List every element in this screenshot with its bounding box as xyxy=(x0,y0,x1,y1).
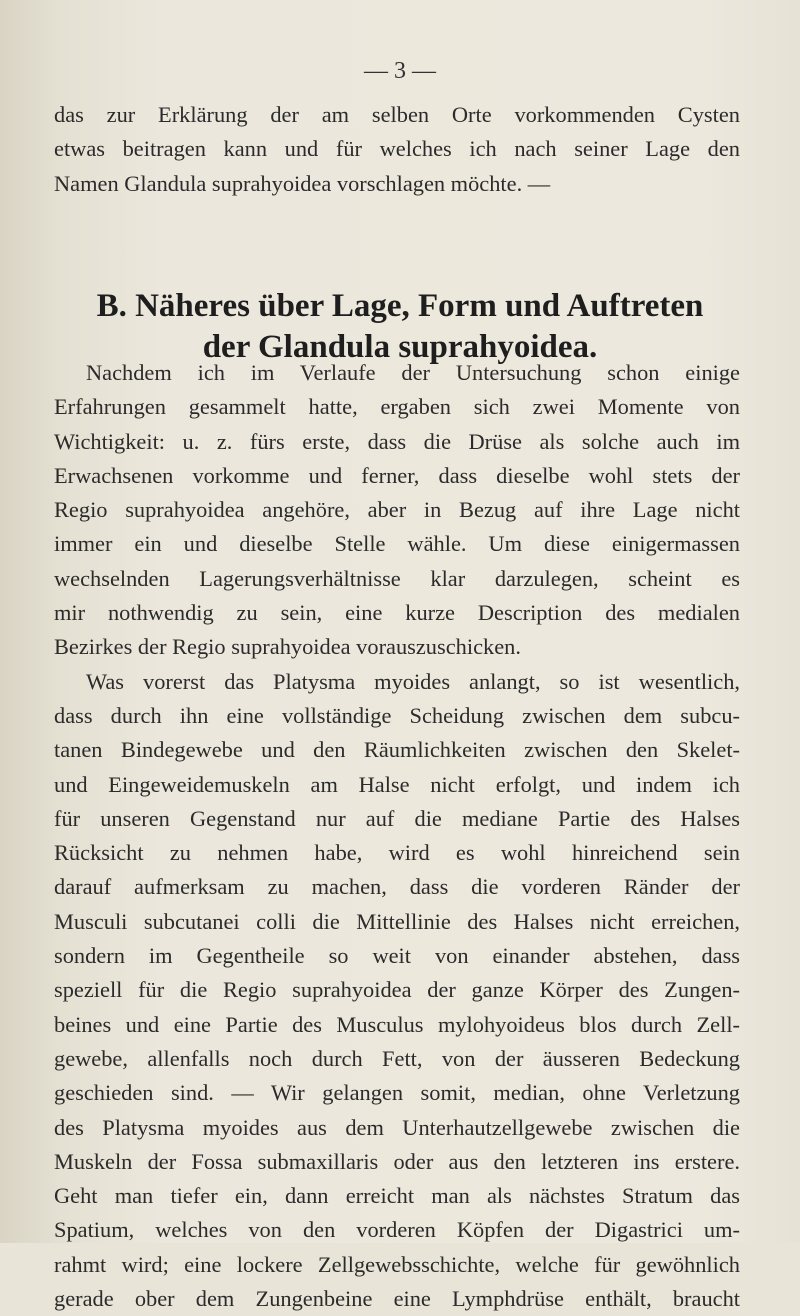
text-line: mir nothwendig zu sein, eine kurze Description des medialen xyxy=(54,600,740,626)
text-line: darauf aufmerksam zu machen, dass die vorderen Ränder der xyxy=(54,874,740,900)
text-line: speziell für die Regio suprahyoidea der ganze Körper des Zungen- xyxy=(54,977,740,1003)
text-line: für unseren Gegenstand nur auf die mediane Partie des Halses xyxy=(54,805,740,831)
text-line: tanen Bindegewebe und den Räumlichkeiten zwischen den Skelet- xyxy=(54,737,740,763)
section-heading-line-2: der Glandula suprahyoidea. xyxy=(202,329,598,365)
text-line: Nachdem ich im Verlaufe der Untersuchung schon einige xyxy=(86,360,740,385)
text-line: und Eingeweidemuskeln am Halse nicht erfolgt, und indem ich xyxy=(54,771,740,797)
text-line: Namen Glandula suprahyoidea vorschlagen möchte. — xyxy=(54,170,551,196)
text-line: etwas beitragen kann und für welches ich nach seiner Lage den xyxy=(54,136,740,162)
text-line: Erfahrungen gesammelt hatte, ergaben sich zwei Momente von xyxy=(54,394,740,420)
text-line: Was vorerst das Platysma myoides anlangt, so ist wesentlich, xyxy=(86,668,740,694)
text-line: Rücksicht zu nehmen habe, wird es wohl hinreichend sein xyxy=(54,840,740,866)
text-line: geschieden sind. — Wir gelangen somit, median, ohne Verletzung xyxy=(54,1080,740,1106)
text-line: Muskeln der Fossa submaxillaris oder aus den letzteren ins erstere. xyxy=(54,1148,740,1174)
text-line: Spatium, welches von den vorderen Köpfen der Digastrici um- xyxy=(54,1217,740,1243)
section-heading-line-1: B. Näheres über Lage, Form und Auftreten xyxy=(96,288,704,324)
text-line: gewebe, allenfalls noch durch Fett, von der äusseren Bedeckung xyxy=(54,1045,740,1071)
text-line: Geht man tiefer ein, dann erreicht man als nächstes Stratum das xyxy=(54,1183,740,1209)
text-line: des Platysma myoides aus dem Unterhautzellgewebe zwischen die xyxy=(54,1114,740,1140)
text-line: sondern im Gegentheile so weit von einander abstehen, dass xyxy=(54,943,740,969)
text-line: dass durch ihn eine vollständige Scheidung zwischen dem subcu- xyxy=(54,702,740,728)
text-line: gerade ober dem Zungenbeine eine Lymphdrüse enthält, braucht xyxy=(54,1286,740,1312)
text-line: Wichtigkeit: u. z. fürs erste, dass die Drüse als solche auch im xyxy=(54,428,740,454)
text-line: rahmt wird; eine lockere Zellgewebsschichte, welche für gewöhnlich xyxy=(54,1251,740,1277)
text-line: wechselnden Lagerungsverhältnisse klar darzulegen, scheint es xyxy=(54,565,740,591)
text-line: Erwachsenen vorkomme und ferner, dass dieselbe wohl stets der xyxy=(54,462,740,488)
text-line: Musculi subcutanei colli die Mittellinie des Halses nicht erreichen, xyxy=(54,908,740,934)
text-line: beines und eine Partie des Musculus mylohyoideus blos durch Zell- xyxy=(54,1011,740,1037)
intro-paragraph xyxy=(54,98,740,201)
main-text xyxy=(54,356,740,1316)
page-number: — 3 — xyxy=(364,58,436,84)
text-line: das zur Erklärung der am selben Orte vorkommenden Cysten xyxy=(54,102,740,127)
text-line: Bezirkes der Regio suprahyoidea vorauszuschicken. xyxy=(54,634,521,660)
text-line: immer ein und dieselbe Stelle wähle. Um diese einigermassen xyxy=(54,531,740,557)
text-line: Regio suprahyoidea angehöre, aber in Bezug auf ihre Lage nicht xyxy=(54,497,740,523)
